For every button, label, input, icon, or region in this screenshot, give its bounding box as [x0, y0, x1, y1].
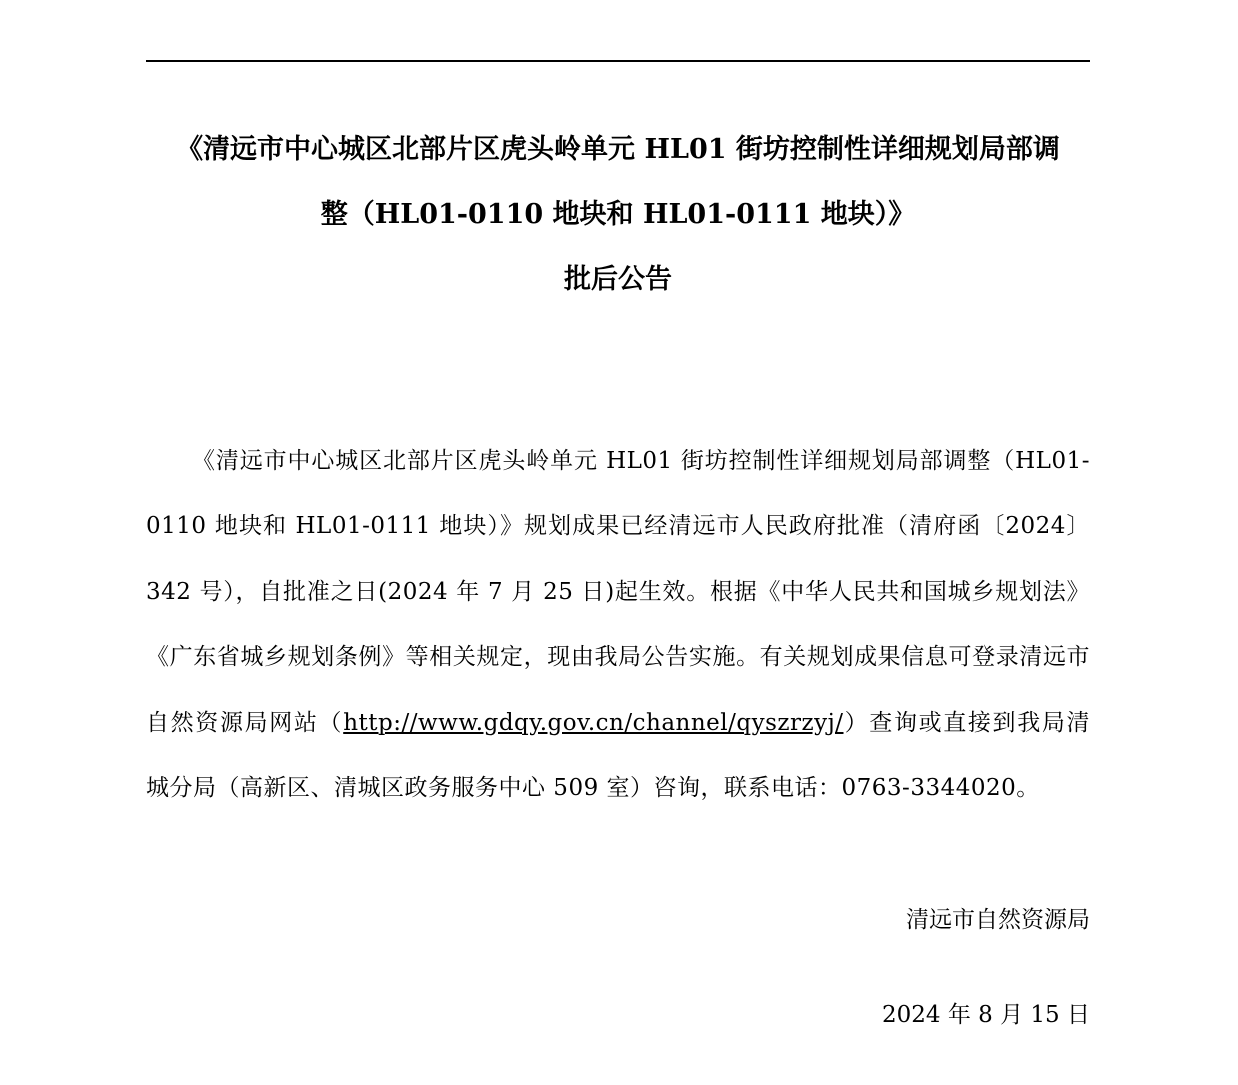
header-rule: [146, 60, 1090, 62]
title-line-2: 整（HL01-0110 地块和 HL01-0111 地块）》: [320, 199, 916, 230]
issue-date: 2024 年 8 月 15 日: [882, 1002, 1090, 1028]
website-link[interactable]: http://www.gdqy.gov.cn/channel/qyszrzyj/: [343, 709, 844, 736]
title-line-1: 《清远市中心城区北部片区虎头岭单元 HL01 街坊控制性详细规划局部调: [176, 134, 1060, 165]
notice-body: [146, 429, 1090, 821]
document-page: [146, 0, 1090, 1085]
body-text-part-2: ）查询或直接到我局清城分局（高新区、清城区政务服务中心 509 室）咨询，联系电话：0763-3344020。: [146, 709, 1091, 802]
title-line-3: 批后公告: [564, 264, 672, 295]
issuer-signature: 清远市自然资源局: [906, 907, 1090, 933]
notice-title: [146, 117, 1090, 312]
body-text-part-1: 《清远市中心城区北部片区虎头岭单元 HL01 街坊控制性详细规划局部调整（HL01-0110 地块和 HL01-0111 地块）》规划成果已经清远市人民政府批准（清府函〔2024〕342 号），自批准之日(2024 年 7 月 25 日)起生效。根据《中华人民共和国城乡规划法》《广东省城乡规划条例》等相关规定，现由我局公告实施。有关规划成果信息可登录清远市自然资源局网站（: [146, 448, 1090, 736]
